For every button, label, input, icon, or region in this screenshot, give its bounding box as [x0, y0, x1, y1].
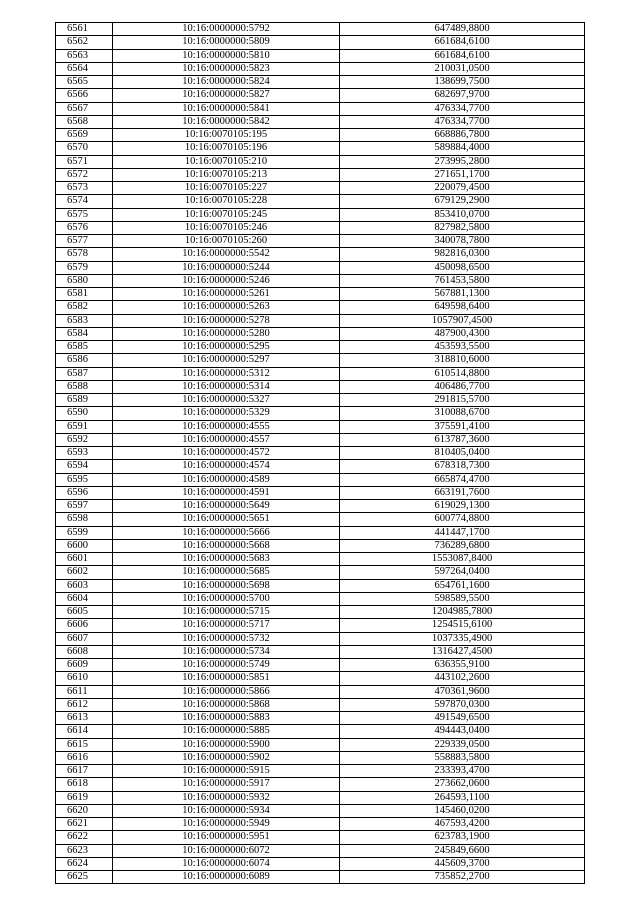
cadastral-number-cell: 10:16:0000000:5717 [113, 619, 340, 632]
row-number-cell: 6568 [56, 115, 113, 128]
row-number-cell: 6565 [56, 76, 113, 89]
row-number-cell: 6595 [56, 473, 113, 486]
table-row [56, 155, 585, 168]
table-row [56, 566, 585, 579]
row-number-cell: 6562 [56, 36, 113, 49]
cadastral-number-cell: 10:16:0070105:227 [113, 182, 340, 195]
cadastral-number-cell: 10:16:0070105:260 [113, 235, 340, 248]
table-row [56, 526, 585, 539]
value-cell: 853410,0700 [340, 208, 585, 221]
table-row [56, 248, 585, 261]
table-row [56, 632, 585, 645]
row-number-cell: 6582 [56, 301, 113, 314]
row-number-cell: 6617 [56, 765, 113, 778]
row-number-cell: 6566 [56, 89, 113, 102]
cadastral-number-cell: 10:16:0000000:6089 [113, 871, 340, 884]
cadastral-number-cell: 10:16:0000000:5297 [113, 354, 340, 367]
cadastral-number-cell: 10:16:0000000:5851 [113, 672, 340, 685]
table-row [56, 367, 585, 380]
cadastral-number-cell: 10:16:0070105:246 [113, 221, 340, 234]
row-number-cell: 6600 [56, 539, 113, 552]
value-cell: 597870,0300 [340, 698, 585, 711]
table-row [56, 420, 585, 433]
row-number-cell: 6561 [56, 23, 113, 36]
row-number-cell: 6611 [56, 685, 113, 698]
cadastral-number-cell: 10:16:0000000:6074 [113, 857, 340, 870]
row-number-cell: 6613 [56, 712, 113, 725]
cadastral-number-cell: 10:16:0000000:5715 [113, 606, 340, 619]
value-cell: 318810,6000 [340, 354, 585, 367]
cadastral-number-cell: 10:16:0000000:5866 [113, 685, 340, 698]
value-cell: 1204985,7800 [340, 606, 585, 619]
row-number-cell: 6621 [56, 818, 113, 831]
row-number-cell: 6588 [56, 380, 113, 393]
cadastral-number-cell: 10:16:0070105:213 [113, 168, 340, 181]
cadastral-number-cell: 10:16:0000000:4572 [113, 447, 340, 460]
row-number-cell: 6589 [56, 394, 113, 407]
cadastral-number-cell: 10:16:0000000:5668 [113, 539, 340, 552]
value-cell: 678318,7300 [340, 460, 585, 473]
value-cell: 668886,7800 [340, 129, 585, 142]
value-cell: 291815,5700 [340, 394, 585, 407]
row-number-cell: 6620 [56, 804, 113, 817]
cadastral-number-cell: 10:16:0000000:5329 [113, 407, 340, 420]
cadastral-number-cell: 10:16:0000000:5666 [113, 526, 340, 539]
cadastral-number-cell: 10:16:0000000:5792 [113, 23, 340, 36]
value-cell: 273995,2800 [340, 155, 585, 168]
value-cell: 476334,7700 [340, 115, 585, 128]
row-number-cell: 6602 [56, 566, 113, 579]
table-row [56, 327, 585, 340]
cadastral-number-cell: 10:16:0070105:228 [113, 195, 340, 208]
value-cell: 264593,1100 [340, 791, 585, 804]
cadastral-number-cell: 10:16:0000000:5280 [113, 327, 340, 340]
row-number-cell: 6612 [56, 698, 113, 711]
value-cell: 220079,4500 [340, 182, 585, 195]
cadastral-number-cell: 10:16:0000000:5749 [113, 659, 340, 672]
value-cell: 610514,8800 [340, 367, 585, 380]
cadastral-number-cell: 10:16:0000000:5685 [113, 566, 340, 579]
table-row [56, 685, 585, 698]
row-number-cell: 6601 [56, 553, 113, 566]
row-number-cell: 6597 [56, 500, 113, 513]
cadastral-number-cell: 10:16:0000000:5868 [113, 698, 340, 711]
table-row [56, 354, 585, 367]
value-cell: 665874,4700 [340, 473, 585, 486]
row-number-cell: 6575 [56, 208, 113, 221]
table-row [56, 513, 585, 526]
cadastral-number-cell: 10:16:0000000:5823 [113, 62, 340, 75]
cadastral-number-cell: 10:16:0000000:5915 [113, 765, 340, 778]
value-cell: 467593,4200 [340, 818, 585, 831]
value-cell: 229339,0500 [340, 738, 585, 751]
value-cell: 1254515,6100 [340, 619, 585, 632]
value-cell: 375591,4100 [340, 420, 585, 433]
row-number-cell: 6587 [56, 367, 113, 380]
value-cell: 663191,7600 [340, 486, 585, 499]
table-row [56, 274, 585, 287]
value-cell: 598589,5500 [340, 592, 585, 605]
value-cell: 233393,4700 [340, 765, 585, 778]
row-number-cell: 6576 [56, 221, 113, 234]
value-cell: 613787,3600 [340, 433, 585, 446]
value-cell: 1316427,4500 [340, 645, 585, 658]
value-cell: 210031,0500 [340, 62, 585, 75]
value-cell: 736289,6800 [340, 539, 585, 552]
cadastral-number-cell: 10:16:0000000:4555 [113, 420, 340, 433]
cadastral-number-cell: 10:16:0000000:4557 [113, 433, 340, 446]
value-cell: 138699,7500 [340, 76, 585, 89]
row-number-cell: 6623 [56, 844, 113, 857]
cadastral-number-cell: 10:16:0000000:5246 [113, 274, 340, 287]
table-row [56, 221, 585, 234]
row-number-cell: 6578 [56, 248, 113, 261]
cadastral-number-cell: 10:16:0000000:5700 [113, 592, 340, 605]
table-row [56, 62, 585, 75]
value-cell: 145460,0200 [340, 804, 585, 817]
row-number-cell: 6624 [56, 857, 113, 870]
row-number-cell: 6574 [56, 195, 113, 208]
value-cell: 245849,6600 [340, 844, 585, 857]
cadastral-number-cell: 10:16:0000000:5932 [113, 791, 340, 804]
table-body [56, 23, 585, 884]
value-cell: 589884,4000 [340, 142, 585, 155]
row-number-cell: 6571 [56, 155, 113, 168]
value-cell: 340078,7800 [340, 235, 585, 248]
table-row [56, 500, 585, 513]
cadastral-number-cell: 10:16:0000000:5261 [113, 288, 340, 301]
table-row [56, 288, 585, 301]
cadastral-number-cell: 10:16:0000000:5810 [113, 49, 340, 62]
row-number-cell: 6607 [56, 632, 113, 645]
row-number-cell: 6593 [56, 447, 113, 460]
row-number-cell: 6592 [56, 433, 113, 446]
cadastral-number-cell: 10:16:0000000:6072 [113, 844, 340, 857]
value-cell: 661684,6100 [340, 49, 585, 62]
cadastral-number-cell: 10:16:0000000:5841 [113, 102, 340, 115]
row-number-cell: 6616 [56, 751, 113, 764]
value-cell: 470361,9600 [340, 685, 585, 698]
cadastral-number-cell: 10:16:0000000:4591 [113, 486, 340, 499]
value-cell: 441447,1700 [340, 526, 585, 539]
table-row [56, 738, 585, 751]
row-number-cell: 6569 [56, 129, 113, 142]
value-cell: 761453,5800 [340, 274, 585, 287]
table-row [56, 341, 585, 354]
table-row [56, 592, 585, 605]
table-row [56, 168, 585, 181]
value-cell: 271651,1700 [340, 168, 585, 181]
cadastral-number-cell: 10:16:0000000:5542 [113, 248, 340, 261]
table-row [56, 447, 585, 460]
row-number-cell: 6572 [56, 168, 113, 181]
cadastral-number-cell: 10:16:0000000:5732 [113, 632, 340, 645]
table-row [56, 380, 585, 393]
cadastral-number-cell: 10:16:0000000:5278 [113, 314, 340, 327]
table-row [56, 23, 585, 36]
cadastral-number-cell: 10:16:0000000:5295 [113, 341, 340, 354]
cadastral-number-cell: 10:16:0000000:4574 [113, 460, 340, 473]
table-row [56, 36, 585, 49]
table-row [56, 619, 585, 632]
row-number-cell: 6591 [56, 420, 113, 433]
row-number-cell: 6577 [56, 235, 113, 248]
cadastral-number-cell: 10:16:0070105:210 [113, 155, 340, 168]
cadastral-number-cell: 10:16:0000000:5883 [113, 712, 340, 725]
cadastral-number-cell: 10:16:0000000:5683 [113, 553, 340, 566]
table-row [56, 698, 585, 711]
cadastral-number-cell: 10:16:0000000:5917 [113, 778, 340, 791]
row-number-cell: 6585 [56, 341, 113, 354]
row-number-cell: 6594 [56, 460, 113, 473]
cadastral-value-table [55, 22, 585, 884]
table-row [56, 195, 585, 208]
value-cell: 443102,2600 [340, 672, 585, 685]
table-row [56, 645, 585, 658]
table-row [56, 857, 585, 870]
value-cell: 273662,0600 [340, 778, 585, 791]
value-cell: 450098,6500 [340, 261, 585, 274]
value-cell: 623783,1900 [340, 831, 585, 844]
row-number-cell: 6580 [56, 274, 113, 287]
row-number-cell: 6598 [56, 513, 113, 526]
value-cell: 476334,7700 [340, 102, 585, 115]
table-row [56, 539, 585, 552]
cadastral-number-cell: 10:16:0000000:5809 [113, 36, 340, 49]
cadastral-number-cell: 10:16:0070105:196 [113, 142, 340, 155]
table-row [56, 301, 585, 314]
table-row [56, 460, 585, 473]
table-row [56, 129, 585, 142]
table-row [56, 49, 585, 62]
table-row [56, 407, 585, 420]
row-number-cell: 6590 [56, 407, 113, 420]
cadastral-number-cell: 10:16:0000000:5698 [113, 579, 340, 592]
row-number-cell: 6609 [56, 659, 113, 672]
value-cell: 494443,0400 [340, 725, 585, 738]
row-number-cell: 6615 [56, 738, 113, 751]
value-cell: 597264,0400 [340, 566, 585, 579]
value-cell: 600774,8800 [340, 513, 585, 526]
cadastral-number-cell: 10:16:0000000:5263 [113, 301, 340, 314]
row-number-cell: 6605 [56, 606, 113, 619]
value-cell: 827982,5800 [340, 221, 585, 234]
value-cell: 810405,0400 [340, 447, 585, 460]
value-cell: 406486,7700 [340, 380, 585, 393]
row-number-cell: 6603 [56, 579, 113, 592]
table-row [56, 579, 585, 592]
table-row [56, 473, 585, 486]
table-row [56, 182, 585, 195]
value-cell: 310088,6700 [340, 407, 585, 420]
row-number-cell: 6608 [56, 645, 113, 658]
value-cell: 654761,1600 [340, 579, 585, 592]
cadastral-number-cell: 10:16:0000000:5327 [113, 394, 340, 407]
value-cell: 1553087,8400 [340, 553, 585, 566]
value-cell: 445609,3700 [340, 857, 585, 870]
table-row [56, 791, 585, 804]
table-row [56, 844, 585, 857]
value-cell: 453593,5500 [340, 341, 585, 354]
row-number-cell: 6606 [56, 619, 113, 632]
value-cell: 491549,6500 [340, 712, 585, 725]
table-row [56, 486, 585, 499]
row-number-cell: 6563 [56, 49, 113, 62]
table-row [56, 659, 585, 672]
row-number-cell: 6584 [56, 327, 113, 340]
value-cell: 1057907,4500 [340, 314, 585, 327]
table-row [56, 765, 585, 778]
table-row [56, 261, 585, 274]
row-number-cell: 6596 [56, 486, 113, 499]
cadastral-number-cell: 10:16:0000000:5842 [113, 115, 340, 128]
value-cell: 636355,9100 [340, 659, 585, 672]
cadastral-number-cell: 10:16:0000000:5827 [113, 89, 340, 102]
row-number-cell: 6583 [56, 314, 113, 327]
row-number-cell: 6599 [56, 526, 113, 539]
value-cell: 682697,9700 [340, 89, 585, 102]
cadastral-number-cell: 10:16:0000000:5885 [113, 725, 340, 738]
value-cell: 679129,2900 [340, 195, 585, 208]
table-row [56, 725, 585, 738]
cadastral-number-cell: 10:16:0000000:5314 [113, 380, 340, 393]
table-row [56, 553, 585, 566]
table-row [56, 235, 585, 248]
cadastral-number-cell: 10:16:0000000:5949 [113, 818, 340, 831]
cadastral-number-cell: 10:16:0000000:5312 [113, 367, 340, 380]
table-row [56, 115, 585, 128]
cadastral-number-cell: 10:16:0000000:5244 [113, 261, 340, 274]
table-row [56, 672, 585, 685]
row-number-cell: 6618 [56, 778, 113, 791]
row-number-cell: 6625 [56, 871, 113, 884]
value-cell: 1037335,4900 [340, 632, 585, 645]
row-number-cell: 6619 [56, 791, 113, 804]
value-cell: 487900,4300 [340, 327, 585, 340]
table-row [56, 751, 585, 764]
table-row [56, 804, 585, 817]
table-row [56, 818, 585, 831]
row-number-cell: 6579 [56, 261, 113, 274]
value-cell: 649598,6400 [340, 301, 585, 314]
cadastral-number-cell: 10:16:0070105:245 [113, 208, 340, 221]
row-number-cell: 6610 [56, 672, 113, 685]
row-number-cell: 6622 [56, 831, 113, 844]
cadastral-number-cell: 10:16:0000000:4589 [113, 473, 340, 486]
table-row [56, 433, 585, 446]
row-number-cell: 6586 [56, 354, 113, 367]
table-row [56, 208, 585, 221]
value-cell: 567881,1300 [340, 288, 585, 301]
row-number-cell: 6614 [56, 725, 113, 738]
table-row [56, 314, 585, 327]
row-number-cell: 6570 [56, 142, 113, 155]
cadastral-number-cell: 10:16:0000000:5824 [113, 76, 340, 89]
cadastral-number-cell: 10:16:0000000:5902 [113, 751, 340, 764]
table-row [56, 394, 585, 407]
table-row [56, 831, 585, 844]
table-row [56, 606, 585, 619]
table-row [56, 871, 585, 884]
cadastral-number-cell: 10:16:0000000:5649 [113, 500, 340, 513]
cadastral-number-cell: 10:16:0000000:5951 [113, 831, 340, 844]
cadastral-number-cell: 10:16:0000000:5734 [113, 645, 340, 658]
table-row [56, 89, 585, 102]
table-row [56, 76, 585, 89]
row-number-cell: 6581 [56, 288, 113, 301]
value-cell: 735852,2700 [340, 871, 585, 884]
row-number-cell: 6567 [56, 102, 113, 115]
cadastral-number-cell: 10:16:0070105:195 [113, 129, 340, 142]
row-number-cell: 6564 [56, 62, 113, 75]
value-cell: 661684,6100 [340, 36, 585, 49]
value-cell: 982816,0300 [340, 248, 585, 261]
table-row [56, 102, 585, 115]
table-row [56, 778, 585, 791]
cadastral-number-cell: 10:16:0000000:5900 [113, 738, 340, 751]
table-row [56, 142, 585, 155]
row-number-cell: 6604 [56, 592, 113, 605]
value-cell: 558883,5800 [340, 751, 585, 764]
table-row [56, 712, 585, 725]
row-number-cell: 6573 [56, 182, 113, 195]
cadastral-number-cell: 10:16:0000000:5934 [113, 804, 340, 817]
cadastral-number-cell: 10:16:0000000:5651 [113, 513, 340, 526]
value-cell: 647489,8800 [340, 23, 585, 36]
value-cell: 619029,1300 [340, 500, 585, 513]
